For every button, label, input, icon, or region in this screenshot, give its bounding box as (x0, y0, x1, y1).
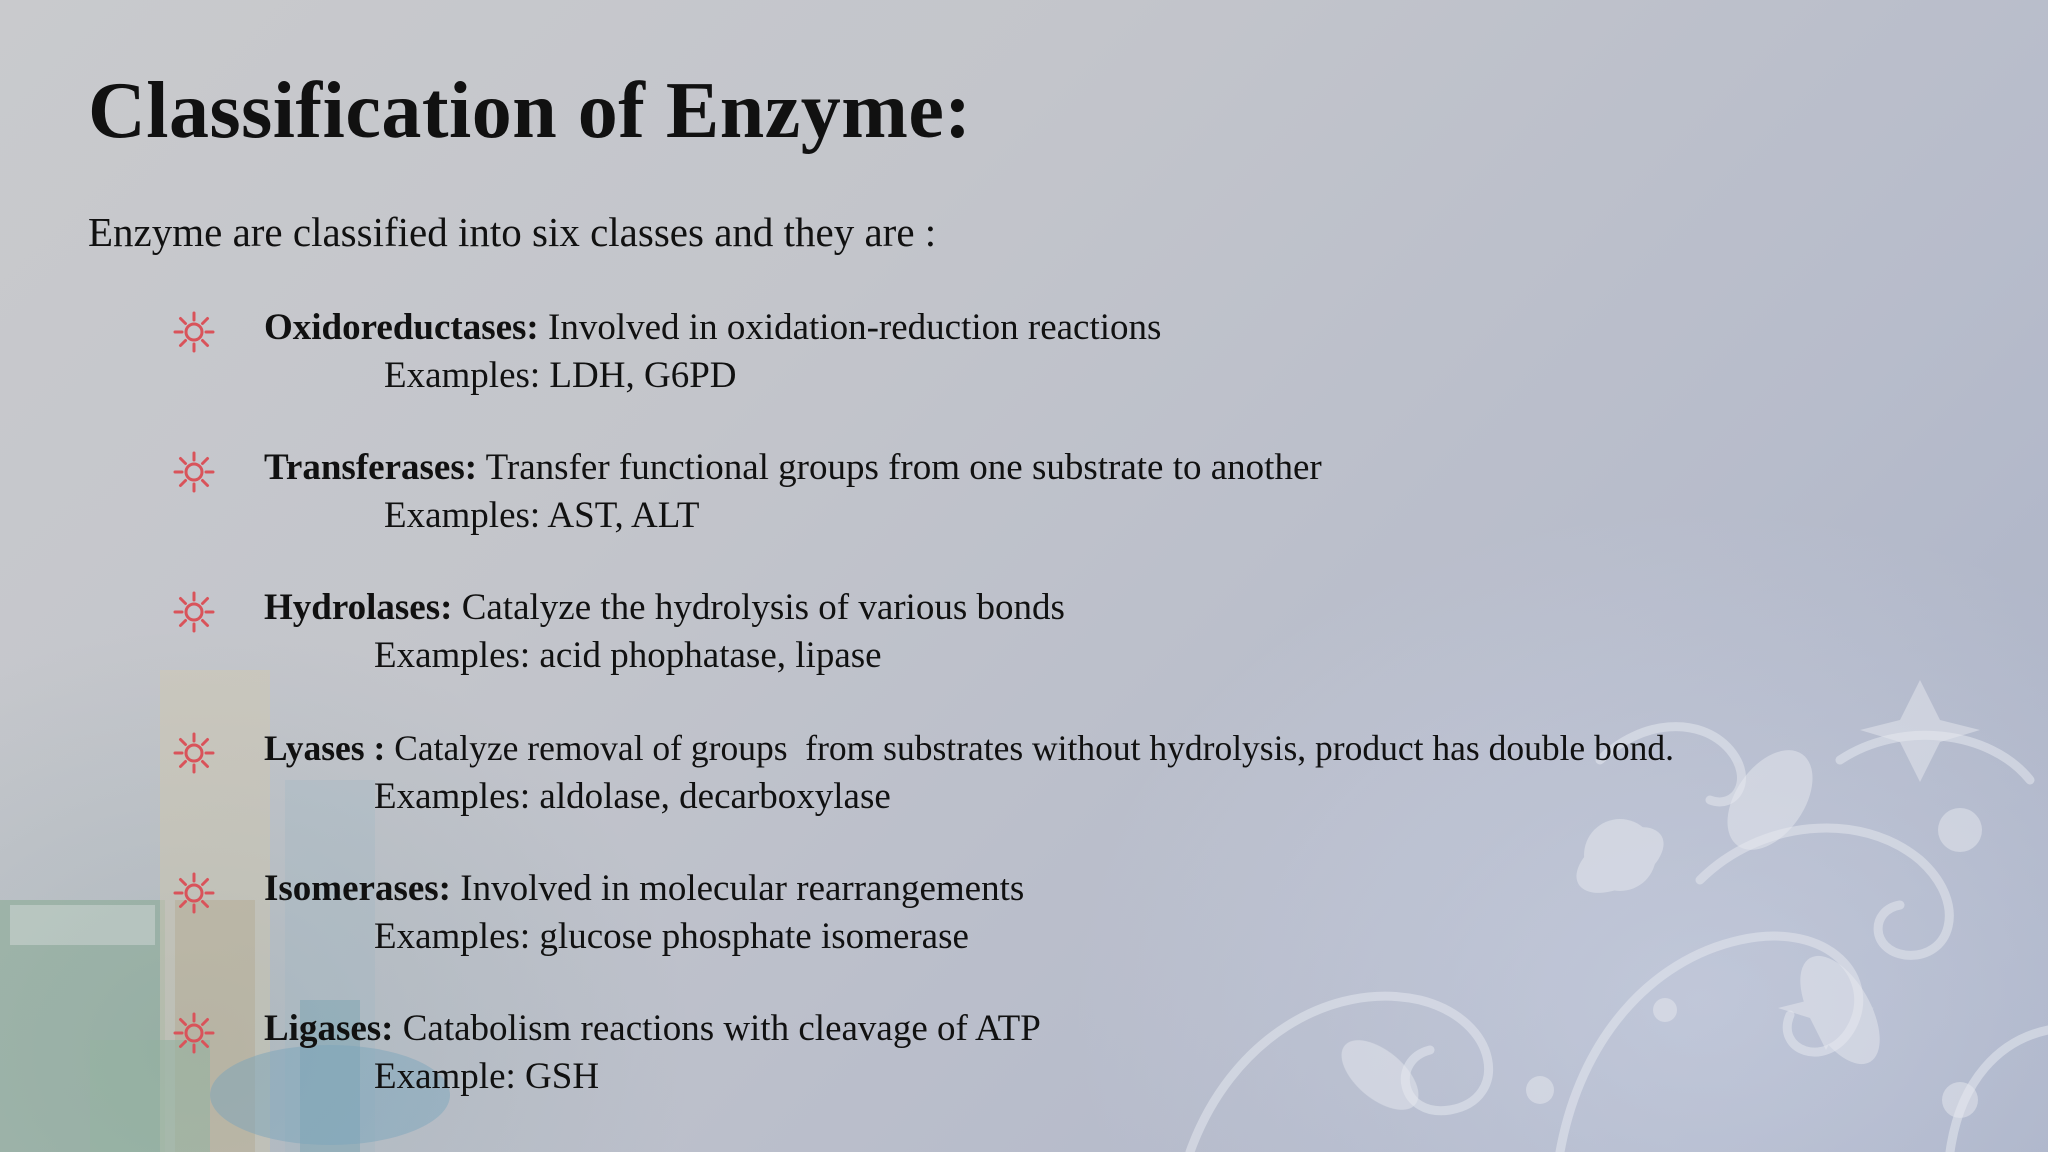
class-definition (264, 306, 1161, 349)
class-description: Catalyze removal of groups from substrates without hydrolysis, product has double bond. (385, 728, 1674, 768)
class-description: Catalyze the hydrolysis of various bonds (452, 587, 1065, 628)
class-examples: Examples: LDH, G6PD (384, 355, 737, 396)
sun-icon (172, 1011, 216, 1055)
class-examples: Examples: acid phophatase, lipase (374, 635, 882, 676)
class-examples: Examples: glucose phosphate isomerase (374, 916, 969, 957)
class-description: Catabolism reactions with cleavage of ATP (393, 1008, 1041, 1049)
class-definition (264, 446, 1322, 489)
sun-icon (172, 590, 216, 634)
sun-icon (172, 731, 216, 775)
class-description: Involved in oxidation-reduction reactions (538, 307, 1162, 348)
class-description: Involved in molecular rearrangements (451, 868, 1025, 909)
class-term: Isomerases: (264, 868, 452, 909)
class-definition (264, 586, 1065, 629)
sun-icon (172, 871, 216, 915)
class-definition (264, 727, 1674, 769)
class-examples: Examples: aldolase, decarboxylase (374, 776, 891, 817)
class-definition (264, 1007, 1041, 1050)
intro-text: Enzyme are classified into six classes and they are : (88, 209, 937, 255)
class-term: Transferases: (264, 447, 478, 488)
class-term: Ligases: (264, 1008, 394, 1049)
class-term: Hydrolases: (264, 587, 453, 628)
class-term: Lyases : (264, 728, 386, 768)
sun-icon (172, 450, 216, 494)
class-examples: Examples: AST, ALT (384, 495, 700, 536)
floral-swirl-decoration (1190, 727, 2048, 1152)
slide-title: Classification of Enzyme: (88, 67, 972, 155)
class-description: Transfer functional groups from one substrate to another (477, 447, 1322, 488)
sun-icon (172, 310, 216, 354)
class-definition (264, 867, 1024, 910)
class-examples: Example: GSH (374, 1056, 600, 1097)
class-term: Oxidoreductases: (264, 307, 539, 348)
